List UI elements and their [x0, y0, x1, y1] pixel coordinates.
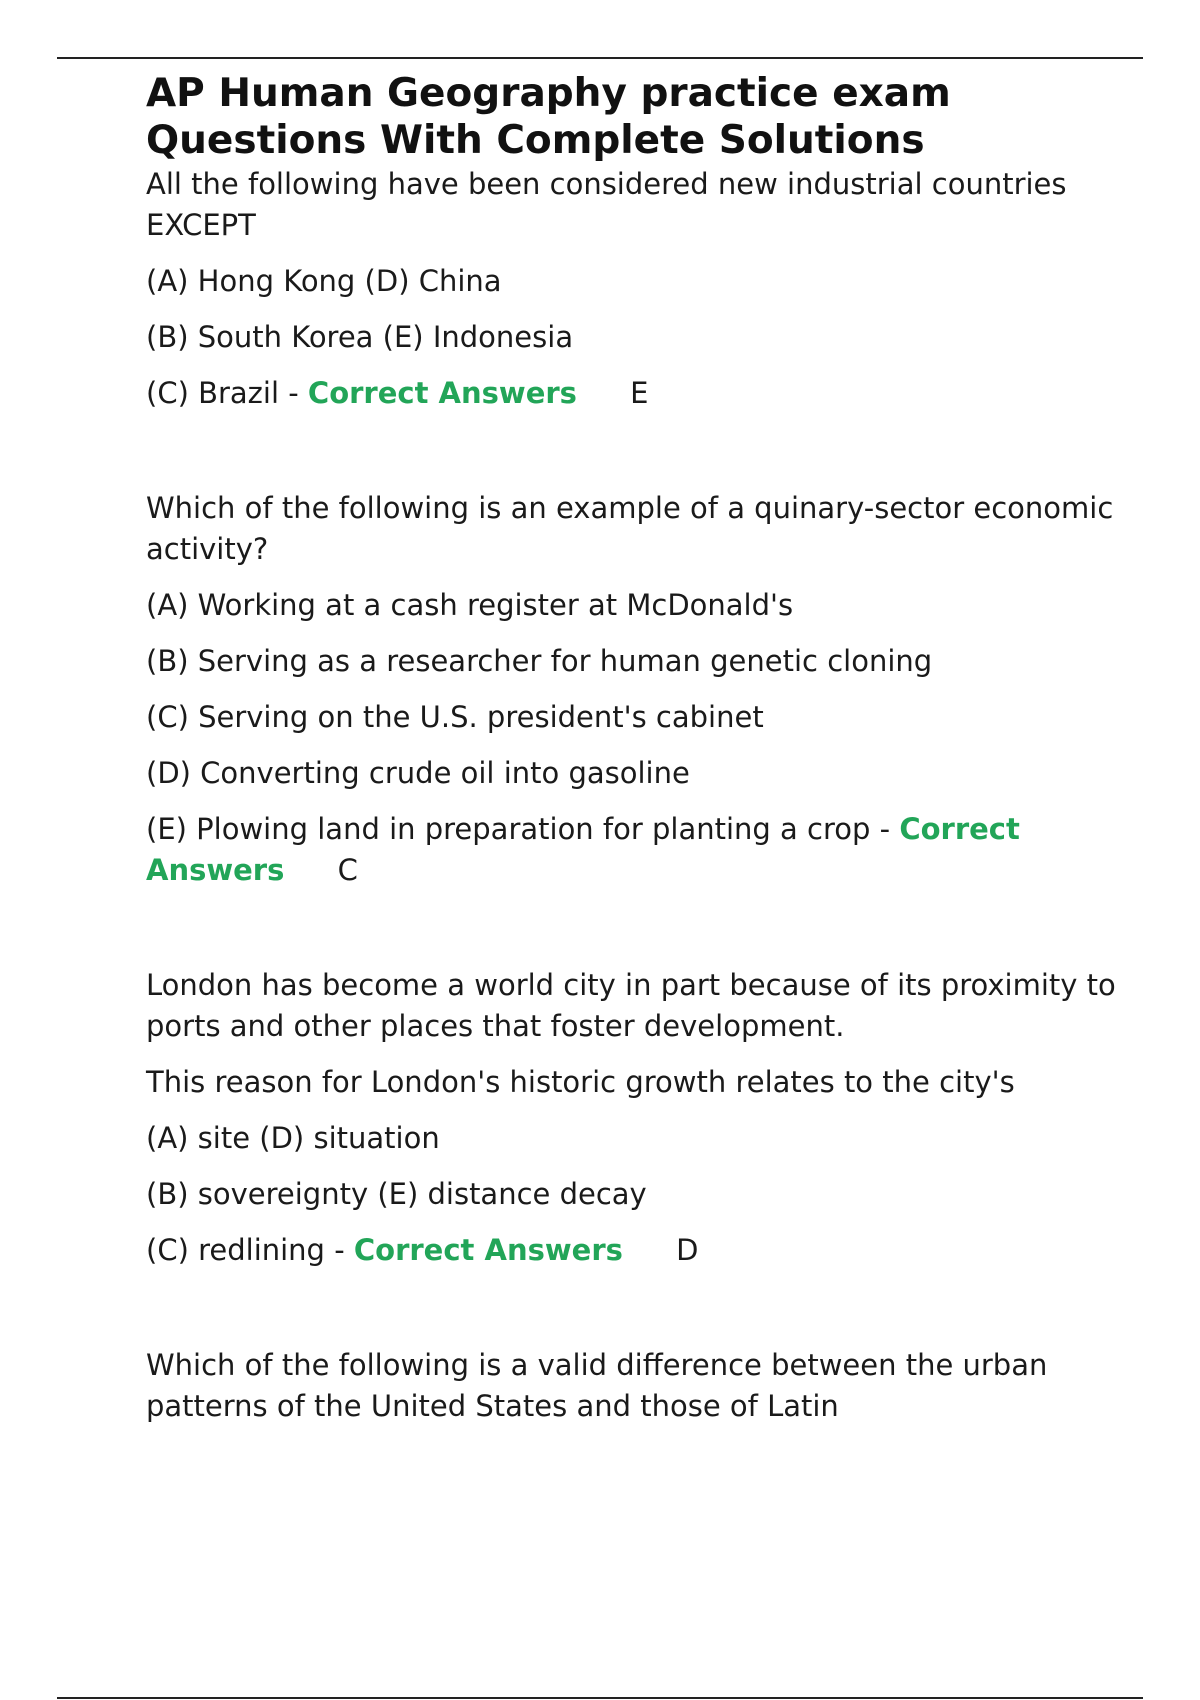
question-2-correct-label-part2: Answers [146, 853, 285, 887]
question-1-last-option [146, 373, 1136, 414]
question-1-correct-label: Correct Answers [307, 376, 577, 410]
question-spacer [146, 891, 1136, 965]
question-spacer [146, 1271, 1136, 1345]
question-3-correct-label: Correct Answers [353, 1233, 623, 1267]
question-3-last-option [146, 1230, 1136, 1271]
question-3-stem: London has become a world city in part because of its proximity to ports and other places that foster development. [146, 968, 1116, 1043]
question-2-option-b: (B) Serving as a researcher for human genetic cloning [146, 644, 933, 678]
question-3-option-a: (A) site (D) situation [146, 1121, 440, 1155]
question-1-answer: E [630, 376, 649, 410]
question-2-option-e: (E) Plowing land in preparation for planting a crop - [146, 812, 891, 846]
document-content [146, 70, 1136, 1427]
question-3-stem-extra: This reason for London's historic growth relates to the city's [146, 1065, 1015, 1099]
question-2 [146, 488, 1136, 891]
question-3-option-b: (B) sovereignty (E) distance decay [146, 1177, 647, 1211]
question-3 [146, 965, 1136, 1271]
question-2-option-a: (A) Working at a cash register at McDonald's [146, 588, 794, 622]
title-line-1: AP Human Geography practice exam [146, 71, 951, 116]
question-2-last-option [146, 809, 1136, 891]
question-2-answer: C [337, 853, 358, 887]
document-title [146, 70, 1136, 164]
bottom-rule [57, 1697, 1143, 1699]
question-2-option-c: (C) Serving on the U.S. president's cabinet [146, 700, 764, 734]
title-line-2: Questions With Complete Solutions [146, 118, 925, 163]
question-4 [146, 1345, 1136, 1427]
question-3-option-c: (C) redlining - [146, 1233, 345, 1267]
question-4-stem: Which of the following is a valid difference between the urban patterns of the United States and those of Latin [146, 1348, 1048, 1423]
question-spacer [146, 414, 1136, 488]
question-2-correct-label-part1: Correct [899, 812, 1020, 846]
question-2-stem: Which of the following is an example of a quinary-sector economic activity? [146, 491, 1114, 566]
question-1 [146, 164, 1136, 414]
question-1-option-b: (B) South Korea (E) Indonesia [146, 320, 574, 354]
question-1-stem: All the following have been considered new industrial countries EXCEPT [146, 167, 1067, 242]
question-2-option-d: (D) Converting crude oil into gasoline [146, 756, 690, 790]
question-1-option-c: (C) Brazil - [146, 376, 299, 410]
question-3-answer: D [676, 1233, 699, 1267]
question-1-option-a: (A) Hong Kong (D) China [146, 264, 502, 298]
top-rule [57, 57, 1143, 59]
